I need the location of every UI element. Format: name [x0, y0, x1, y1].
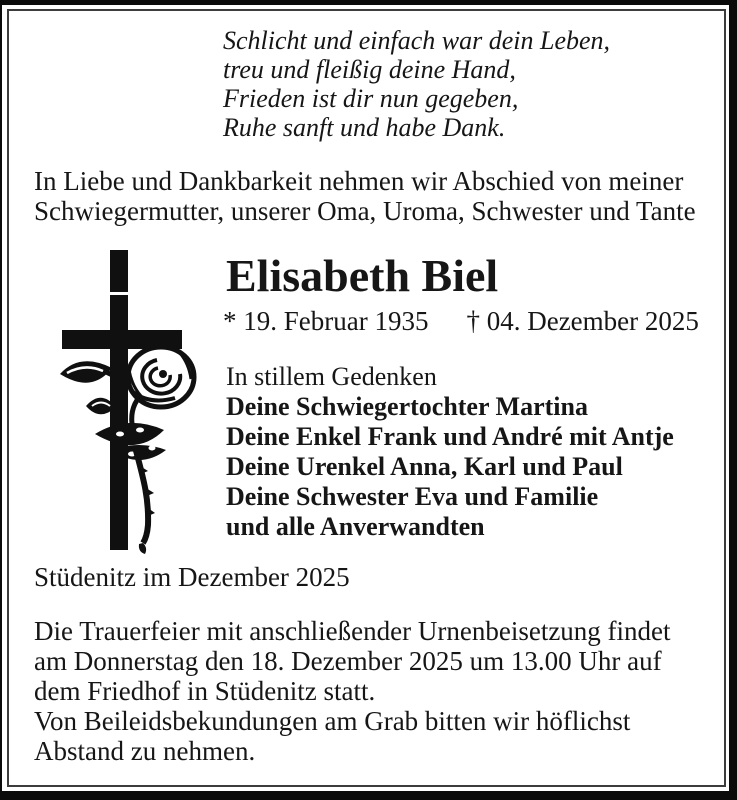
poem-line: Frieden ist dir nun gegeben, [223, 84, 519, 113]
farewell-intro [34, 166, 696, 226]
cross-with-rose-icon [40, 242, 205, 572]
mourner-line: und alle Anverwandten [226, 512, 485, 541]
intro-line: Schwiegermutter, unserer Oma, Uroma, Schwester und Tante [34, 196, 696, 226]
memorial-intro: In stillem Gedenken [226, 362, 437, 391]
poem-line: treu und fleißig deine Hand, [223, 55, 516, 84]
funeral-info-line: Abstand zu nehmen. [34, 736, 256, 766]
funeral-info [34, 616, 671, 766]
funeral-info-line: dem Friedhof in Stüdenitz statt. [34, 676, 376, 706]
funeral-info-line: am Donnerstag den 18. Dezember 2025 um 13.00 Uhr auf [34, 646, 662, 676]
mourner-line: Deine Urenkel Anna, Karl und Paul [226, 452, 623, 481]
mourner-line: Deine Enkel Frank und André mit Antje [226, 422, 674, 451]
funeral-info-line: Von Beileidsbekundungen am Grab bitten wir höflichst [34, 706, 631, 736]
memorial-block [226, 362, 674, 542]
mourner-line: Deine Schwester Eva und Familie [226, 482, 599, 511]
intro-line: In Liebe und Dankbarkeit nehmen wir Abschied von meiner [34, 166, 684, 196]
poem-line: Schlicht und einfach war dein Leben, [223, 26, 611, 55]
funeral-info-line: Die Trauerfeier mit anschließender Urnenbeisetzung findet [34, 616, 671, 646]
place-date-line: Stüdenitz im Dezember 2025 [34, 562, 350, 592]
life-dates [223, 306, 699, 336]
birth-date: * 19. Februar 1935 [223, 306, 429, 336]
mourner-line: Deine Schwiegertochter Martina [226, 392, 588, 421]
memorial-poem [223, 26, 610, 142]
deceased-name: Elisabeth Biel [226, 250, 499, 301]
death-date: † 04. Dezember 2025 [466, 306, 699, 336]
poem-line: Ruhe sanft und habe Dank. [223, 113, 506, 142]
